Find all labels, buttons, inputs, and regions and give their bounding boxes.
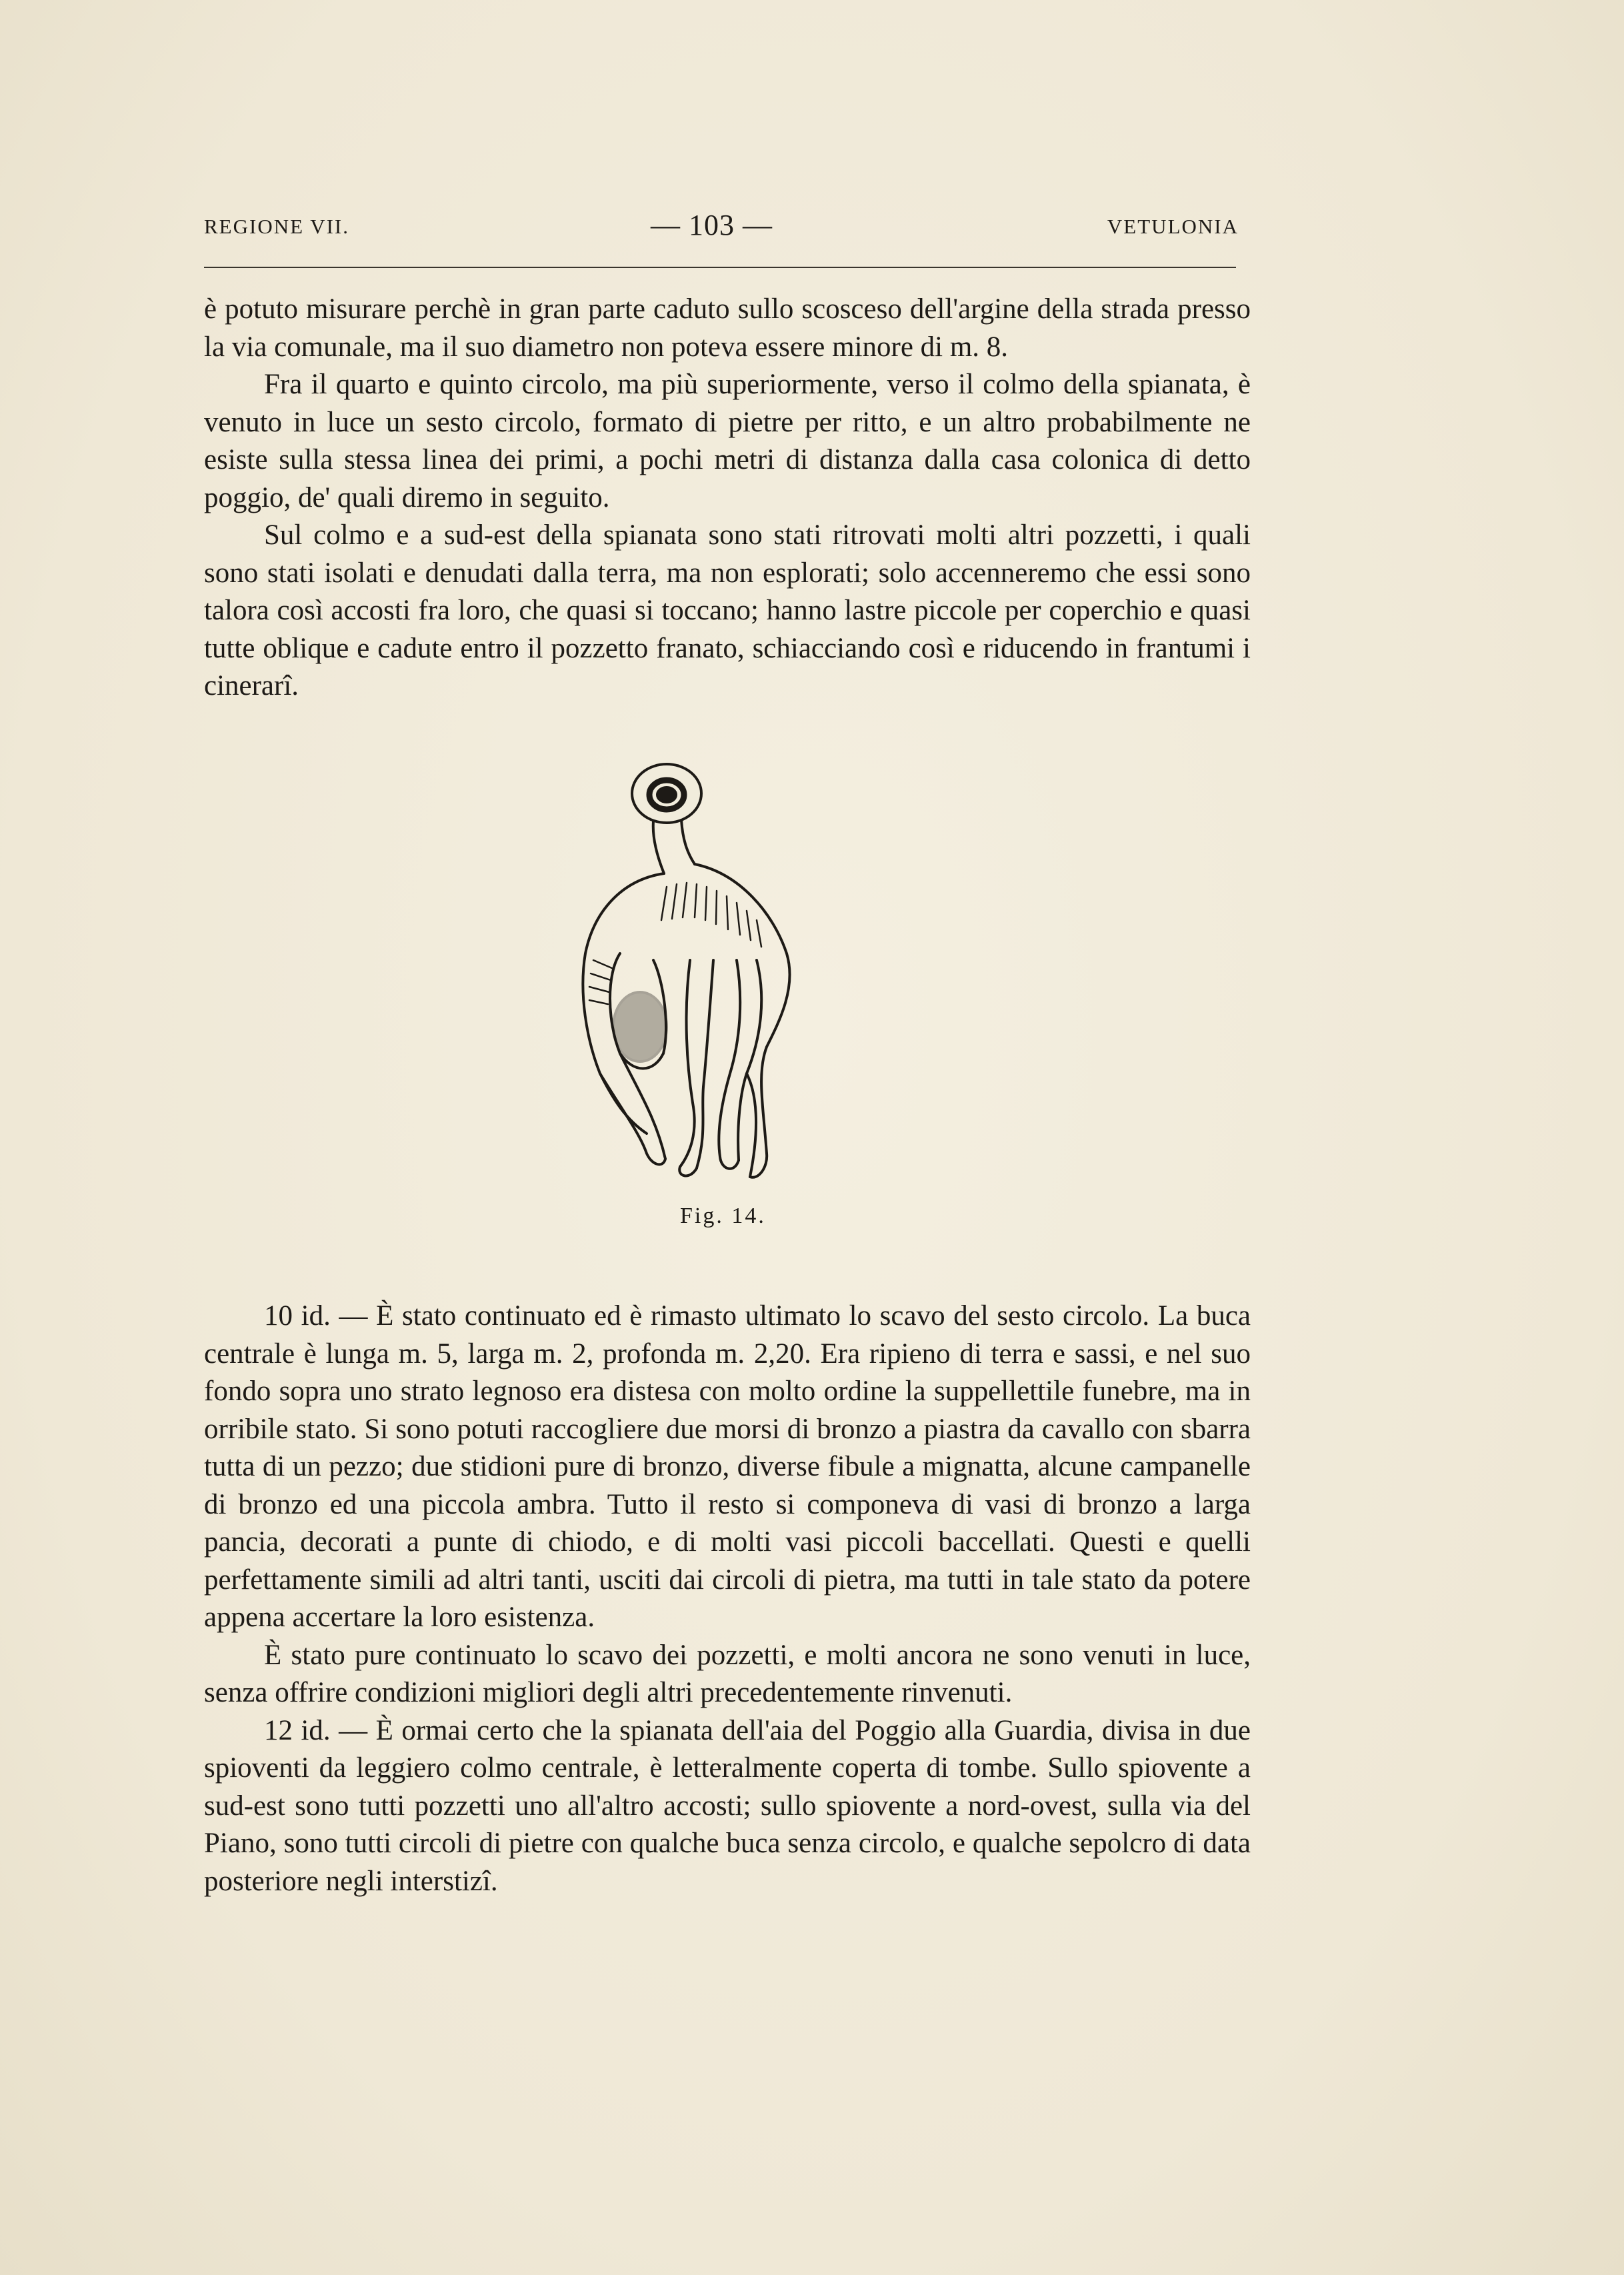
top-text-block <box>204 291 1251 705</box>
figure-14-illustration <box>547 760 893 1200</box>
paragraph: Sul colmo e a sud-est della spianata sono stati ritrovati molti altri pozzetti, i quali sono stati isolati e denudati dalla terra, ma non esplorati; solo accenneremo che essi sono talora così accosti fra loro, che quasi si toccano; hanno lastre piccole per coperchio e quasi tutte oblique e cadute entro il pozzetto franato, schiacciando così e riducendo in frantumi i cinerarî. <box>204 519 1251 701</box>
bronze-figurine-drawing <box>547 760 893 1200</box>
paragraph: È stato pure continuato lo scavo dei pozzetti, e molti ancora ne sono venuti in luce, senza offrire condizioni migliori degli altri precedentemente rinvenuti. <box>204 1639 1251 1708</box>
page-number: — 103 — <box>651 209 773 241</box>
header-site: VETULONIA <box>1107 215 1239 238</box>
header-rule <box>204 267 1236 268</box>
paragraph: 12 id. — È ormai certo che la spianata dell'aia del Poggio alla Guardia, divisa in due spioventi da leggiero colmo centrale, è letteralmente coperta di tombe. Sullo spiovente a sud-est sono tutti pozzetti uno all'altro accosti; sullo spiovente a nord-ovest, sulla via del Piano, sono tutti circoli di pietre con qualche buca senza circolo, e qualche sepolcro di data posteriore negli interstizî. <box>204 1714 1251 1897</box>
figure-caption: Fig. 14. <box>680 1204 766 1228</box>
bottom-text-block <box>204 1298 1251 1900</box>
paragraph: Fra il quarto e quinto circolo, ma più superiormente, verso il colmo della spianata, è venuto in luce un sesto circolo, formato di pietre per ritto, e un altro probabilmente ne esiste sulla stessa linea dei primi, a pochi metri di distanza dalla casa colonica di detto poggio, de' quali diremo in seguito. <box>204 369 1251 513</box>
paragraph: 10 id. — È stato continuato ed è rimasto ultimato lo scavo del sesto circolo. La buca centrale è lunga m. 5, larga m. 2, profonda m. 2,20. Era ripieno di terra e sassi, e nel suo fondo sopra uno strato legnoso era distesa con molto ordine la suppellettile funebre, ma in orribile stato. Si sono potuti raccogliere due morsi di bronzo a piastra da cavallo con sbarra tutta di un pezzo; due stidioni pure di bronzo, diverse fibule a mignatta, alcune campanelle di bronzo ed una piccola ambra. Tutto il resto si componeva di vasi di bronzo a larga pancia, decorati a punte di chiodo, e di molti vasi piccoli baccellati. Questi e quelli perfettamente simili ad altri tanti, usciti dai circoli di pietra, ma tutti in tale stato da potere appena accertare la loro esistenza. <box>204 1300 1251 1633</box>
running-header <box>204 208 1239 248</box>
paragraph-continued: è potuto misurare perchè in gran parte caduto sullo scosceso dell'argine della strada presso la via comunale, ma il suo diametro non poteva essere minore di m. 8. <box>204 293 1251 363</box>
header-region: REGIONE VII. <box>204 215 350 238</box>
